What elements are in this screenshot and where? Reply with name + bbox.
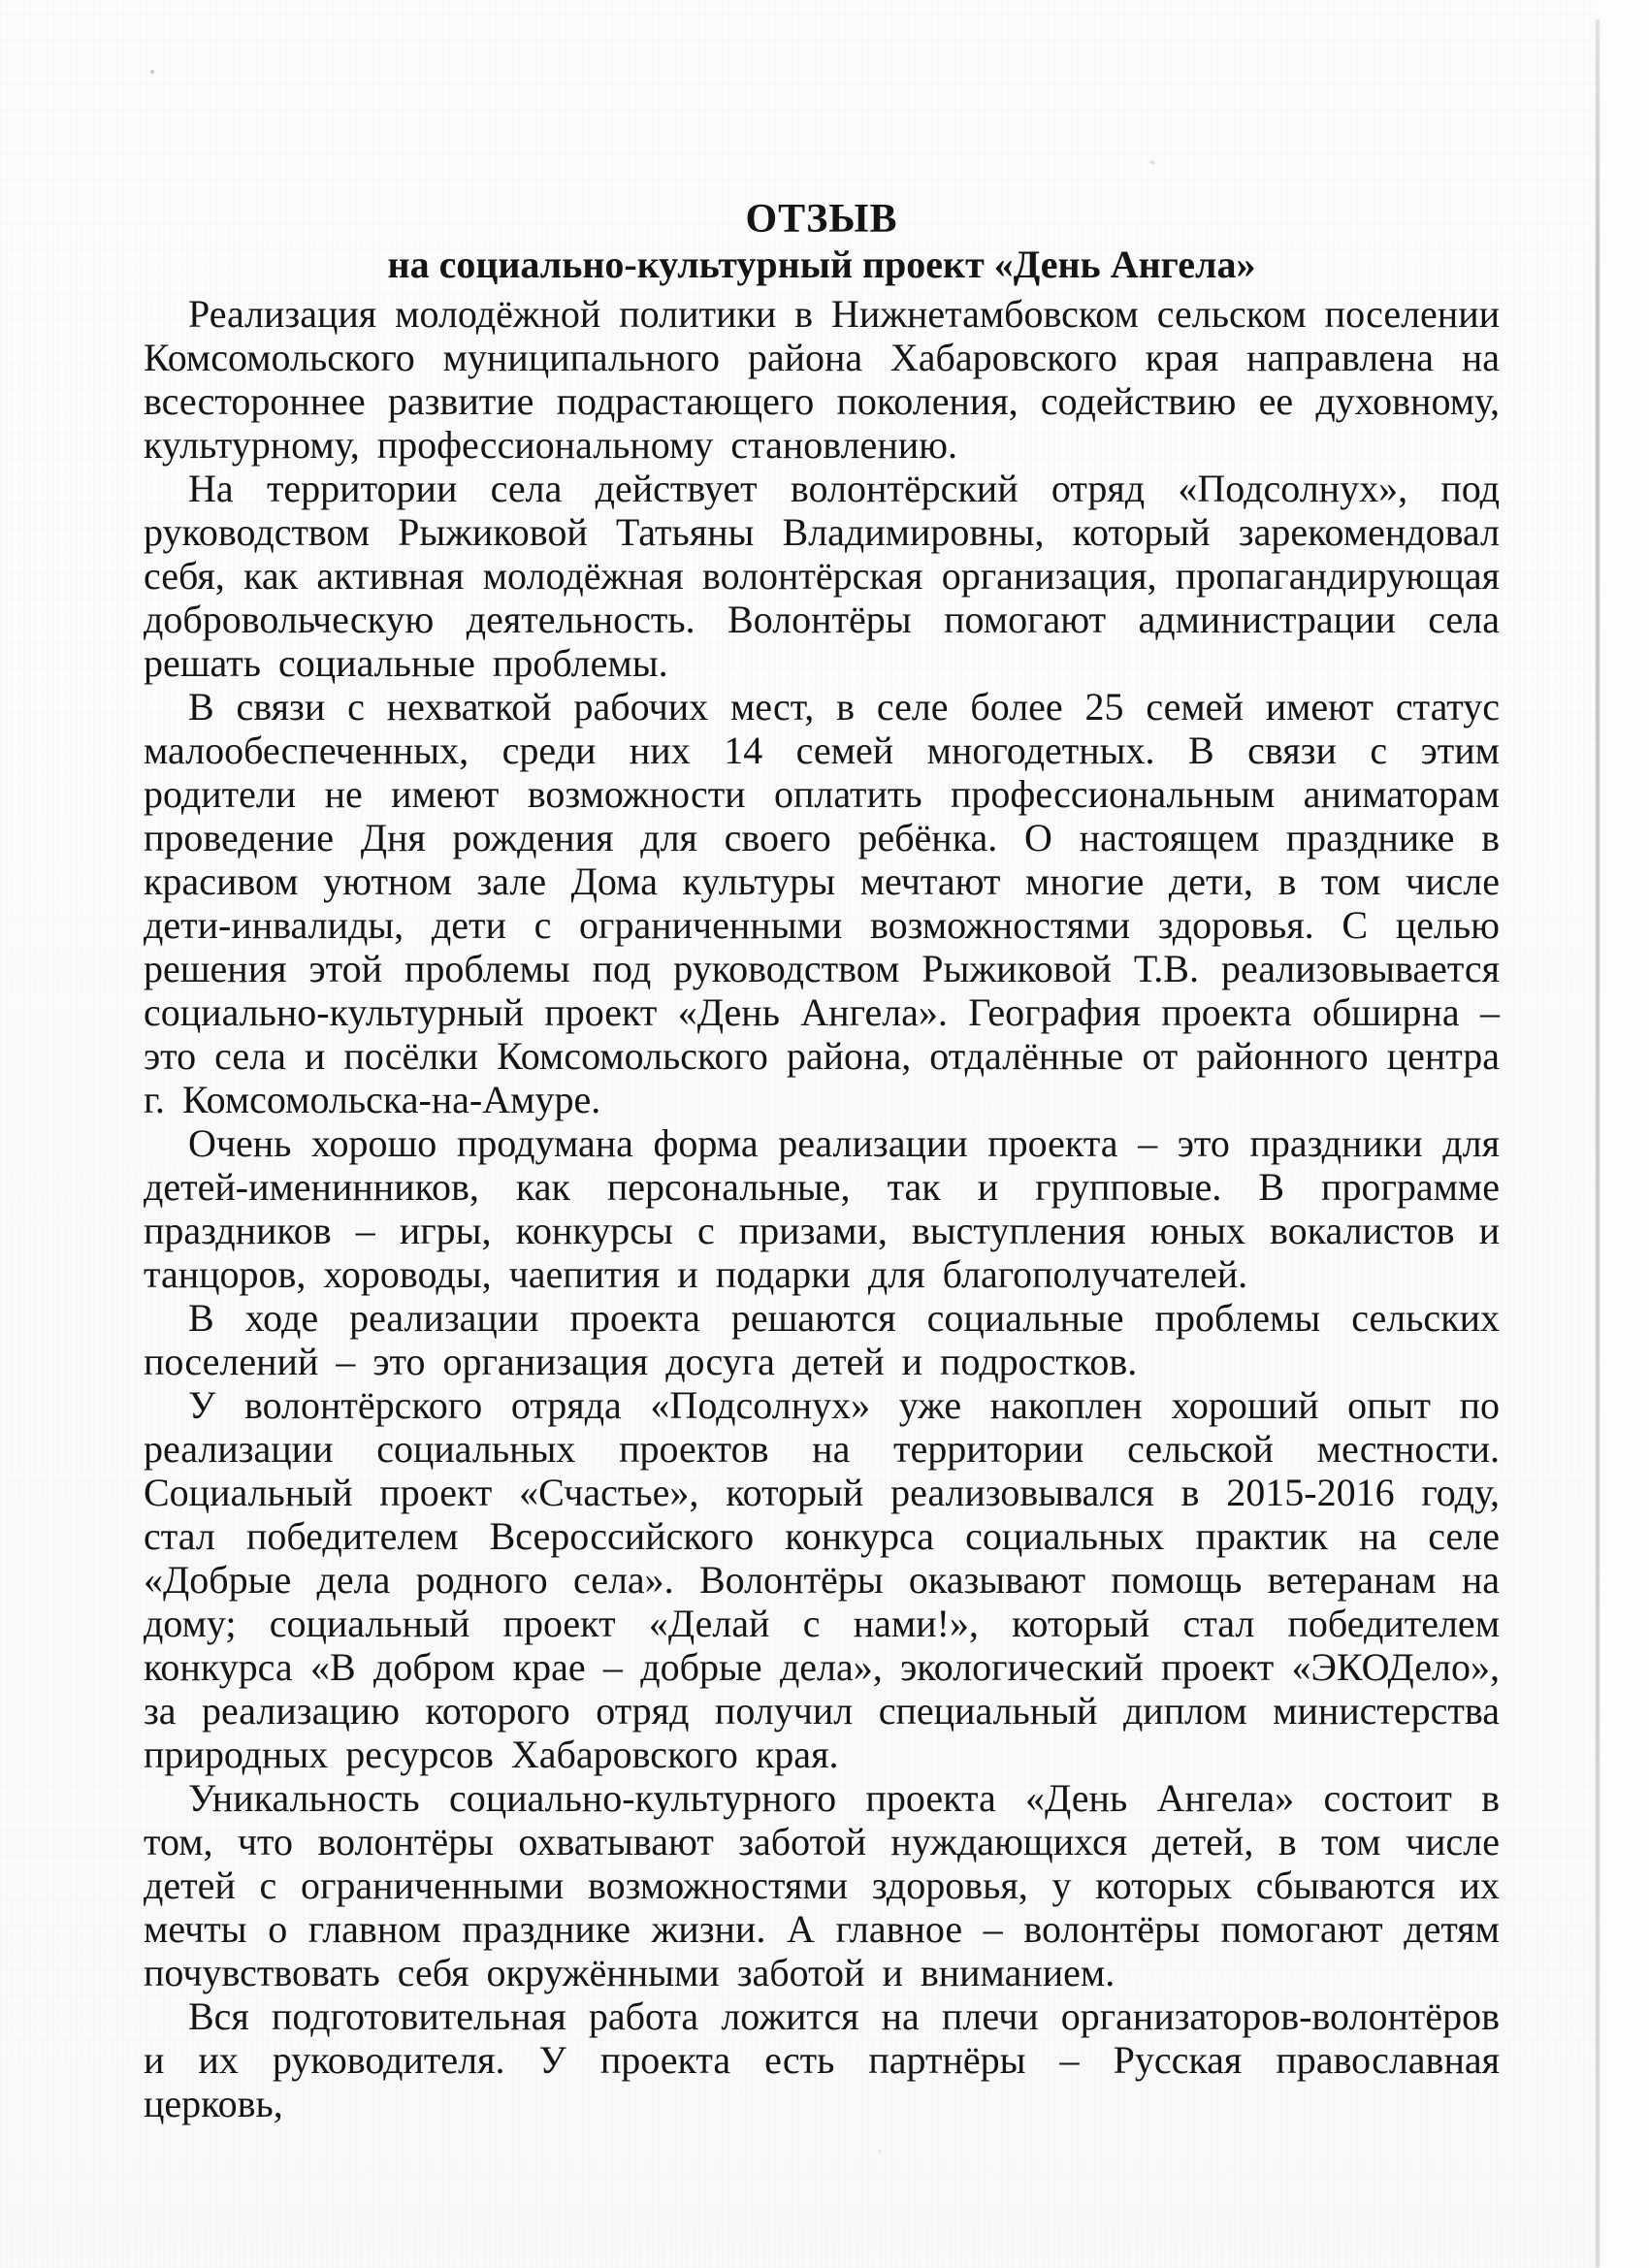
paragraph: В ходе реализации проекта решаются социальные проблемы сельских поселений – это организация досуга детей и подростков. — [144, 1296, 1500, 1383]
scan-speck — [1149, 160, 1156, 165]
paragraph: Вся подготовительная работа ложится на плечи организаторов-волонтёров и их руководителя. У проекта есть партнёры – Русская православная церковь, — [144, 1994, 1500, 2125]
document-subtitle: на социально-культурный проект «День Ангела» — [387, 243, 1256, 286]
paragraph: На территории села действует волонтёрский отряд «Подсолнух», под руководством Рыжиковой Татьяны Владимировны, который зарекомендовал себя, как активная молодёжная волонтёрская организация, пропагандирующая добровольческую деятельность. Волонтёры помогают администрации села решать социальные проблемы. — [144, 467, 1500, 685]
document-content — [144, 197, 1500, 2125]
paragraph: Уникальность социально-культурного проекта «День Ангела» состоит в том, что волонтёры охватывают заботой нуждающихся детей, в том числе детей с ограниченными возможностями здоровья, у которых сбываются их мечты о главном празднике жизни. А главное – волонтёры помогают детям почувствовать себя окружёнными заботой и вниманием. — [144, 1776, 1500, 1994]
scan-speck — [878, 2150, 882, 2153]
paragraph: У волонтёрского отряда «Подсолнух» уже накоплен хороший опыт по реализации социальных проектов на территории сельской местности. Социальный проект «Счастье», который реализовывался в 2015-2016 году, стал победителем Всероссийского конкурса социальных практик на селе «Добрые дела родного села». Волонтёры оказывают помощь ветеранам на дому; социальный проект «Делай с нами!», который стал победителем конкурса «В добром крае – добрые дела», экологический проект «ЭКОДело», за реализацию которого отряд получил специальный диплом министерства природных ресурсов Хабаровского края. — [144, 1383, 1500, 1776]
document-title: ОТЗЫВ — [745, 197, 898, 242]
paragraph: В связи с нехваткой рабочих мест, в селе более 25 семей имеют статус малообеспеченных, среди них 14 семей многодетных. В связи с этим родители не имеют возможности оплатить профессиональным аниматорам проведение Дня рождения для своего ребёнка. О настоящем празднике в красивом уютном зале Дома культуры мечтают многие дети, в том числе дети-инвалиды, дети с ограниченными возможностями здоровья. С целью решения этой проблемы под руководством Рыжиковой Т.В. реализовывается социально-культурный проект «День Ангела». География проекта обширна – это села и посёлки Комсомольского района, отдалённые от районного центра г. Комсомольска-на-Амуре. — [144, 685, 1500, 1121]
document-body — [144, 292, 1500, 2125]
scan-speck — [150, 70, 154, 74]
scan-margin-strip — [1600, 0, 1649, 2268]
paragraph: Реализация молодёжной политики в Нижнетамбовском сельском поселении Комсомольского муниципального района Хабаровского края направлена на всестороннее развитие подрастающего поколения, содействию ее духовному, культурному, профессиональному становлению. — [144, 292, 1500, 467]
paragraph: Очень хорошо продумана форма реализации проекта – это праздники для детей-именинников, как персональные, так и групповые. В программе праздников – игры, конкурсы с призами, выступления юных вокалистов и танцоров, хороводы, чаепития и подарки для благополучателей. — [144, 1121, 1500, 1296]
scan-edge-line — [1596, 19, 1600, 2268]
